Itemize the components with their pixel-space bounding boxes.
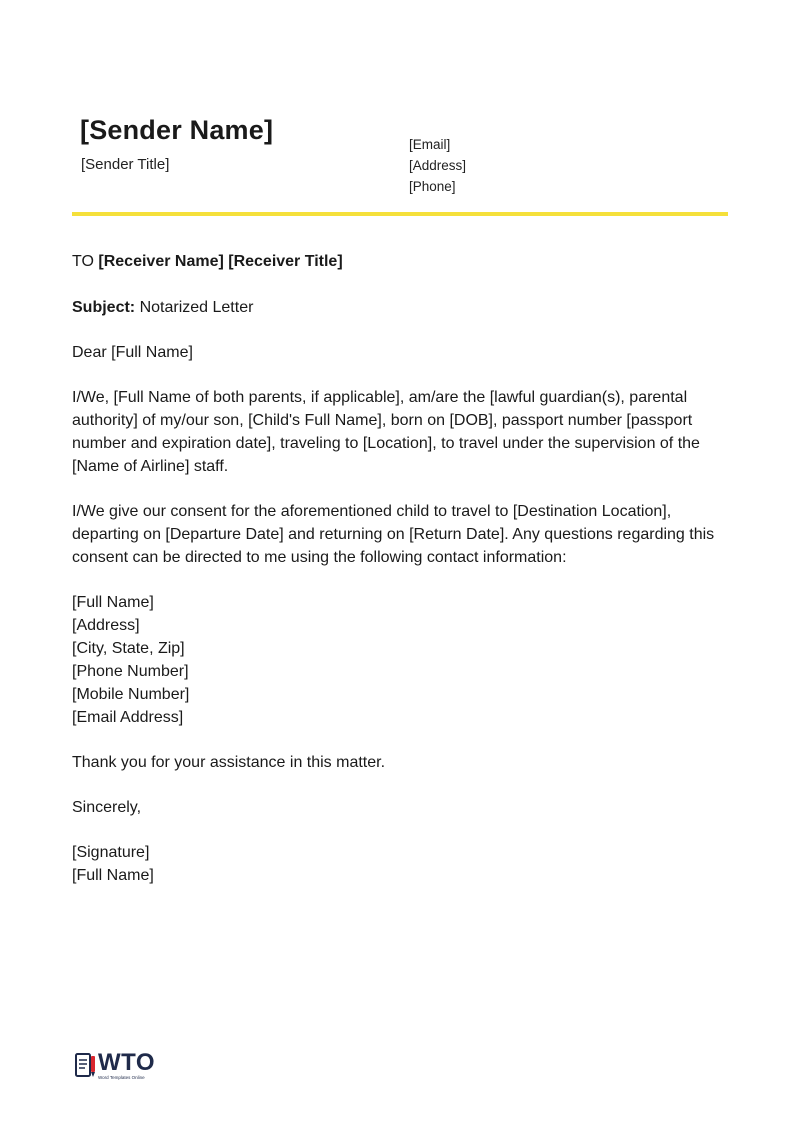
contact-phone-number: [Phone Number]	[72, 663, 189, 680]
contact-info-list	[72, 591, 732, 729]
sender-name: [Sender Name]	[80, 115, 274, 145]
logo-wordmark: WTO	[98, 1049, 156, 1076]
signer-full-name: [Full Name]	[72, 867, 154, 884]
logo-subtext: Word Templates Online	[98, 1075, 145, 1080]
contact-email-address: [Email Address]	[72, 709, 184, 726]
contact-mobile-number: [Mobile Number]	[72, 686, 190, 703]
subject-line	[72, 296, 732, 319]
letter-body	[72, 250, 732, 887]
greeting: Dear [Full Name]	[72, 344, 193, 361]
subject-label: Subject:	[72, 299, 136, 316]
closing: Sincerely,	[72, 799, 142, 816]
contact-address: [Address]	[72, 617, 140, 634]
signature-block	[72, 841, 732, 887]
contact-full-name: [Full Name]	[72, 594, 154, 611]
to-label: TO	[72, 253, 94, 270]
header-divider	[72, 212, 728, 216]
sender-email: [Email]	[409, 137, 451, 152]
document-icon	[74, 1052, 98, 1080]
sender-title: [Sender Title]	[81, 156, 170, 173]
sender-contact-block	[409, 134, 466, 197]
paragraph-guardian: I/We, [Full Name of both parents, if applicable], am/are the [lawful guardian(s), parental authority] of my/our son, [Child's Full Name], born on [DOB], passport number [passport number and expiration date], traveling to [Location], to travel under the supervision of the [Name of Airline] staff.	[72, 389, 700, 475]
receiver-name-title: [Receiver Name] [Receiver Title]	[98, 253, 343, 270]
signature-placeholder: [Signature]	[72, 844, 150, 861]
contact-city-state-zip: [City, State, Zip]	[72, 640, 185, 657]
thanks-line: Thank you for your assistance in this matter.	[72, 754, 386, 771]
wto-logo	[74, 1049, 164, 1082]
sender-address: [Address]	[409, 158, 467, 173]
paragraph-consent: I/We give our consent for the aforementioned child to travel to [Destination Location], departing on [Departure Date] and returning on [Return Date]. Any questions regarding this consent can be directed to me using the following contact information:	[72, 503, 715, 566]
sender-phone: [Phone]	[409, 179, 456, 194]
subject-value: Notarized Letter	[139, 299, 254, 316]
recipient-line	[72, 250, 732, 273]
